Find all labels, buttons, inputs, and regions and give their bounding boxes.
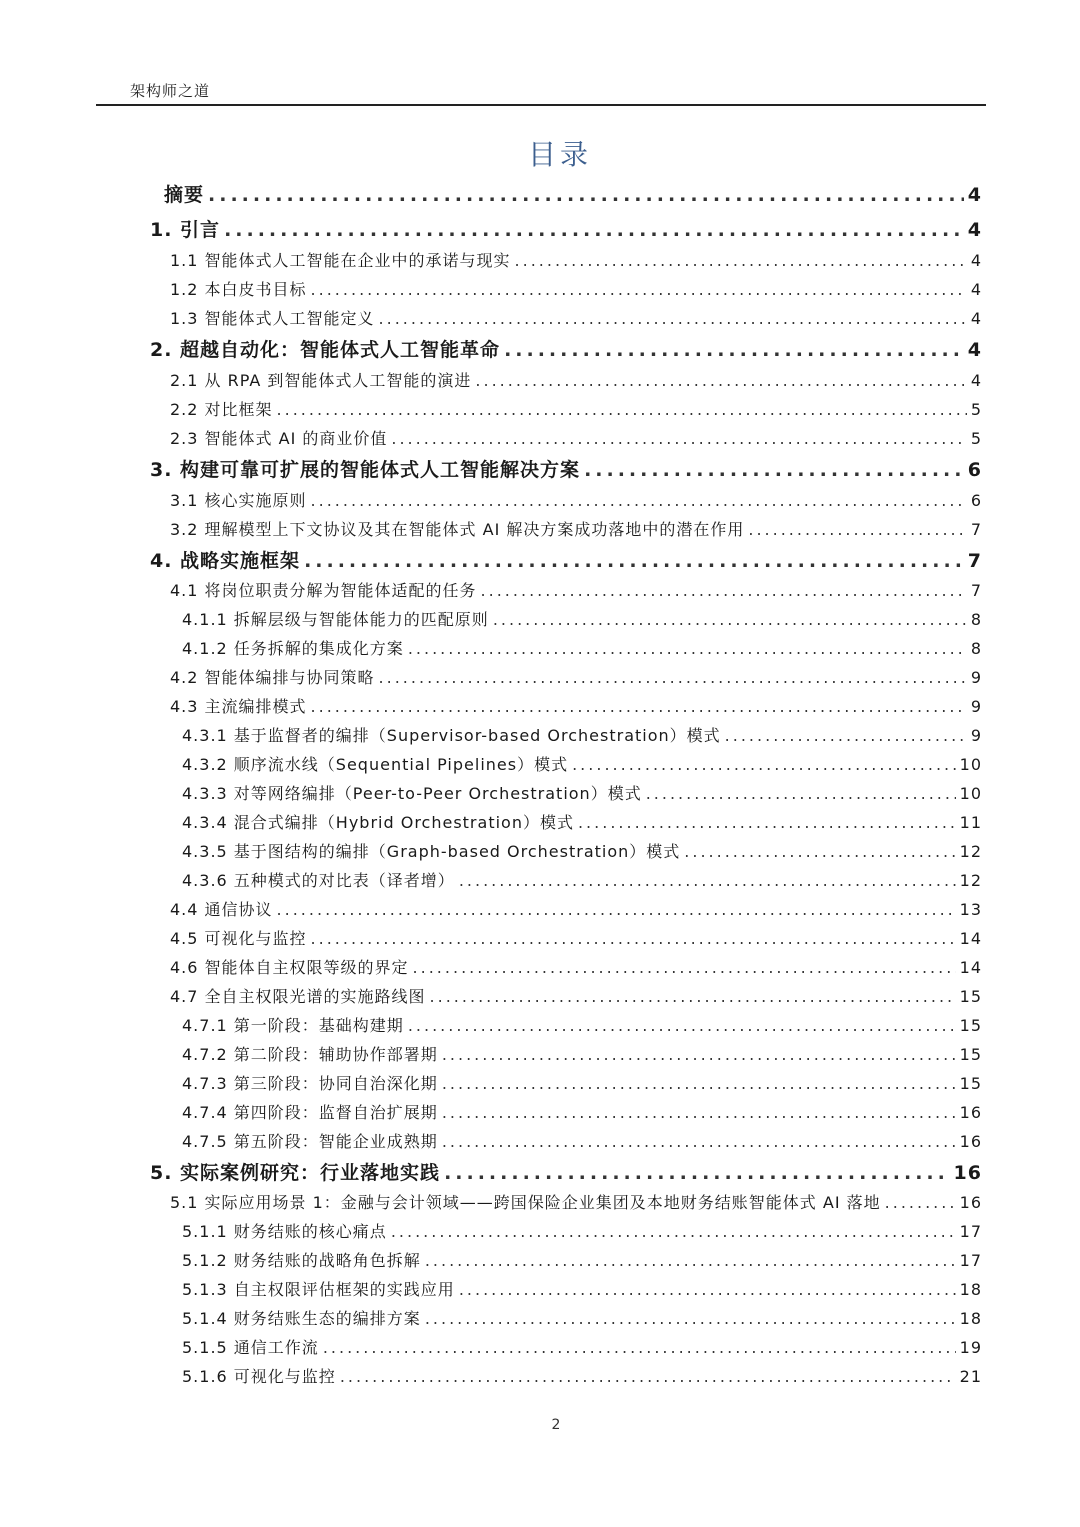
toc-leader-dots <box>277 900 956 919</box>
toc-entry-label: 4.7 全自主权限光谱的实施路线图 <box>170 987 426 1006</box>
toc-entry-page: 7 <box>967 550 982 572</box>
toc-entry-label: 4.3.1 基于监督者的编排（Supervisor-based Orchestration）模式 <box>182 726 721 745</box>
toc-entry[interactable] <box>150 455 982 483</box>
toc-entry-label: 4.3.4 混合式编排（Hybrid Orchestration）模式 <box>182 813 574 832</box>
toc-leader-dots <box>515 251 967 270</box>
page-number: 2 <box>551 1417 561 1433</box>
toc-entry-page: 4 <box>967 184 982 206</box>
toc-entry-page: 9 <box>970 697 982 716</box>
toc-entry-label: 4.2 智能体编排与协同策略 <box>170 668 375 687</box>
toc-leader-dots <box>442 1132 956 1151</box>
toc-entry[interactable] <box>150 335 982 363</box>
toc-entry-page: 19 <box>959 1338 982 1357</box>
toc-entry[interactable] <box>182 1013 982 1039</box>
toc-entry[interactable] <box>150 215 982 243</box>
toc-entry-label: 1.3 智能体式人工智能定义 <box>170 309 375 328</box>
toc-entry-page: 15 <box>959 987 982 1006</box>
toc-entry-label: 3.1 核心实施原则 <box>170 491 307 510</box>
toc-entry-label: 4.7.2 第二阶段：辅助协作部署期 <box>182 1045 438 1064</box>
toc-leader-dots <box>311 280 967 299</box>
toc-entry-page: 10 <box>959 784 982 803</box>
toc-entry-page: 17 <box>959 1251 982 1270</box>
toc-entry-label: 5.1.5 通信工作流 <box>182 1338 319 1357</box>
toc-leader-dots <box>413 958 956 977</box>
toc-entry[interactable] <box>170 665 982 691</box>
toc-leader-dots <box>442 1074 956 1093</box>
toc-entry[interactable] <box>182 1248 982 1274</box>
toc-entry-label: 摘要 <box>164 184 205 206</box>
toc-entry[interactable] <box>182 1277 982 1303</box>
toc-entry-label: 4.6 智能体自主权限等级的界定 <box>170 958 409 977</box>
toc-entry-page: 18 <box>959 1280 982 1299</box>
toc-leader-dots <box>475 371 966 390</box>
toc-leader-dots <box>425 1251 956 1270</box>
toc-entry[interactable] <box>170 248 982 274</box>
toc-leader-dots <box>459 871 956 890</box>
toc-entry-page: 16 <box>959 1103 982 1122</box>
toc-leader-dots <box>459 1280 956 1299</box>
toc-entry[interactable] <box>182 723 982 749</box>
toc-entry[interactable] <box>182 752 982 778</box>
toc-entry[interactable] <box>182 1306 982 1332</box>
toc-entry[interactable] <box>170 926 982 952</box>
toc-leader-dots <box>442 1103 956 1122</box>
toc-entry-label: 5.1.4 财务结账生态的编排方案 <box>182 1309 421 1328</box>
toc-entry-label: 4.3.6 五种模式的对比表（译者增） <box>182 871 455 890</box>
toc-entry-page: 15 <box>959 1074 982 1093</box>
toc-entry-page: 5 <box>970 400 982 419</box>
toc-entry-page: 15 <box>959 1045 982 1064</box>
toc-entry-label: 1.1 智能体式人工智能在企业中的承诺与现实 <box>170 251 511 270</box>
toc-entry[interactable] <box>182 636 982 662</box>
toc-entry-page: 12 <box>959 842 982 861</box>
toc-entry[interactable] <box>170 1190 982 1216</box>
toc-leader-dots <box>725 726 967 745</box>
toc-leader-dots <box>224 219 964 241</box>
toc-entry-label: 5. 实际案例研究：行业落地实践 <box>150 1162 441 1184</box>
toc-entry-label: 4.3 主流编排模式 <box>170 697 307 716</box>
toc-entry[interactable] <box>150 546 982 574</box>
toc-leader-dots <box>504 339 964 361</box>
toc-entry-page: 4 <box>970 371 982 390</box>
toc-entry-page: 10 <box>959 755 982 774</box>
header-title: 架构师之道 <box>130 82 211 100</box>
toc-leader-dots <box>340 1367 956 1386</box>
toc-entry-page: 16 <box>959 1193 982 1212</box>
toc-leader-dots <box>311 697 967 716</box>
toc-entry[interactable] <box>170 578 982 604</box>
toc-entry-page: 4 <box>970 251 982 270</box>
toc-entry-page: 5 <box>970 429 982 448</box>
toc-leader-dots <box>646 784 956 803</box>
toc-entry-label: 2.1 从 RPA 到智能体式人工智能的演进 <box>170 371 472 390</box>
toc-entry-label: 5.1.1 财务结账的核心痛点 <box>182 1222 387 1241</box>
toc-entry-label: 4.7.5 第五阶段：智能企业成熟期 <box>182 1132 438 1151</box>
toc-entry-label: 4.3.3 对等网络编排（Peer-to-Peer Orchestration）模式 <box>182 784 642 803</box>
toc-leader-dots <box>444 1162 949 1184</box>
toc-entry[interactable] <box>182 607 982 633</box>
toc-entry[interactable] <box>170 277 982 303</box>
toc-entry-label: 4.4 通信协议 <box>170 900 273 919</box>
toc-entry[interactable] <box>182 1364 982 1390</box>
toc-entry[interactable] <box>170 694 982 720</box>
toc-entry-label: 2.3 智能体式 AI 的商业价值 <box>170 429 388 448</box>
toc-entry-page: 9 <box>970 726 982 745</box>
toc-entry-page: 8 <box>970 639 982 658</box>
toc-leader-dots <box>311 491 967 510</box>
toc-entry[interactable] <box>182 781 982 807</box>
toc-entry-page: 18 <box>959 1309 982 1328</box>
toc-entry[interactable] <box>170 397 982 423</box>
toc-leader-dots <box>572 755 956 774</box>
toc-entry-page: 11 <box>959 813 982 832</box>
toc-entry[interactable] <box>182 868 982 894</box>
toc-entry-label: 5.1.2 财务结账的战略角色拆解 <box>182 1251 421 1270</box>
toc-entry-page: 8 <box>970 610 982 629</box>
toc-entry-label: 5.1 实际应用场景 1：金融与会计领域——跨国保险企业集团及本地财务结账智能体式 AI 落地 <box>170 1193 881 1212</box>
toc-leader-dots <box>379 668 967 687</box>
toc-leader-dots <box>584 459 964 481</box>
toc-entry-label: 4.7.3 第三阶段：协同自治深化期 <box>182 1074 438 1093</box>
toc-entry[interactable] <box>170 488 982 514</box>
toc-entry-page: 17 <box>959 1222 982 1241</box>
toc-entry-page: 9 <box>970 668 982 687</box>
toc-leader-dots <box>885 1193 956 1212</box>
toc-entry-label: 4.7.1 第一阶段：基础构建期 <box>182 1016 404 1035</box>
toc-leader-dots <box>578 813 956 832</box>
toc-entry-label: 4.1.2 任务拆解的集成化方案 <box>182 639 404 658</box>
toc-entry[interactable] <box>170 368 982 394</box>
toc-entry[interactable] <box>182 1129 982 1155</box>
toc-leader-dots <box>430 987 956 1006</box>
toc-entry[interactable] <box>182 1071 982 1097</box>
toc-entry-label: 4.1 将岗位职责分解为智能体适配的任务 <box>170 581 477 600</box>
toc-leader-dots <box>323 1338 956 1357</box>
toc-leader-dots <box>408 1016 956 1035</box>
toc-entry[interactable] <box>182 810 982 836</box>
toc-entry[interactable] <box>170 517 982 543</box>
toc-entry-page: 16 <box>953 1162 982 1184</box>
toc-entry[interactable] <box>182 1042 982 1068</box>
toc-title: 目录 <box>527 138 592 171</box>
toc-entry-label: 4. 战略实施框架 <box>150 550 301 572</box>
toc-entry-label: 2.2 对比框架 <box>170 400 273 419</box>
toc-entry-page: 21 <box>959 1367 982 1386</box>
toc-leader-dots <box>391 429 966 448</box>
toc-entry-page: 6 <box>967 459 982 481</box>
toc-entry-page: 14 <box>959 929 982 948</box>
toc-entry-label: 4.3.5 基于图结构的编排（Graph-based Orchestration）模式 <box>182 842 681 861</box>
toc-entry-page: 4 <box>970 280 982 299</box>
toc-entry-label: 5.1.3 自主权限评估框架的实践应用 <box>182 1280 455 1299</box>
toc-entry[interactable] <box>170 955 982 981</box>
toc-entry-label: 4.3.2 顺序流水线（Sequential Pipelines）模式 <box>182 755 569 774</box>
toc-entry-page: 4 <box>970 309 982 328</box>
toc-entry-page: 14 <box>959 958 982 977</box>
toc-entry-page: 15 <box>959 1016 982 1035</box>
toc-leader-dots <box>277 400 967 419</box>
toc-entry-label: 5.1.6 可视化与监控 <box>182 1367 336 1386</box>
toc-leader-dots <box>379 309 967 328</box>
toc-leader-dots <box>408 639 967 658</box>
toc-entry[interactable] <box>182 1335 982 1361</box>
toc-entry[interactable] <box>164 180 982 208</box>
toc-leader-dots <box>311 929 956 948</box>
toc-entry[interactable] <box>150 1158 982 1186</box>
toc-entry[interactable] <box>182 839 982 865</box>
toc-entry-label: 4.5 可视化与监控 <box>170 929 307 948</box>
page-header <box>96 76 986 106</box>
toc-entry-label: 1.2 本白皮书目标 <box>170 280 307 299</box>
toc-leader-dots <box>493 610 967 629</box>
toc-entry-page: 4 <box>967 219 982 241</box>
toc-entry-page: 7 <box>970 581 982 600</box>
toc-entry-page: 13 <box>959 900 982 919</box>
toc-entry-page: 12 <box>959 871 982 890</box>
toc-entry-page: 7 <box>970 520 982 539</box>
toc-leader-dots <box>684 842 955 861</box>
toc-leader-dots <box>748 520 966 539</box>
toc-leader-dots <box>442 1045 956 1064</box>
toc-entry[interactable] <box>170 897 982 923</box>
toc-entry-page: 16 <box>959 1132 982 1151</box>
toc-leader-dots <box>391 1222 956 1241</box>
toc-entry-label: 2. 超越自动化：智能体式人工智能革命 <box>150 339 501 361</box>
toc-entry[interactable] <box>170 984 982 1010</box>
toc-entry[interactable] <box>170 306 982 332</box>
toc-leader-dots <box>304 550 964 572</box>
toc-entry-label: 4.7.4 第四阶段：监督自治扩展期 <box>182 1103 438 1122</box>
toc-entry-label: 3.2 理解模型上下文协议及其在智能体式 AI 解决方案成功落地中的潜在作用 <box>170 520 745 539</box>
toc-leader-dots <box>481 581 967 600</box>
toc-entry[interactable] <box>170 426 982 452</box>
toc-entry-page: 6 <box>970 491 982 510</box>
toc-entry-label: 1. 引言 <box>150 219 221 241</box>
toc-leader-dots <box>425 1309 956 1328</box>
toc-leader-dots <box>208 184 964 206</box>
toc-entry-label: 3. 构建可靠可扩展的智能体式人工智能解决方案 <box>150 459 581 481</box>
toc-entry[interactable] <box>182 1219 982 1245</box>
toc-entry-label: 4.1.1 拆解层级与智能体能力的匹配原则 <box>182 610 489 629</box>
toc-entry-page: 4 <box>967 339 982 361</box>
toc-entry[interactable] <box>182 1100 982 1126</box>
